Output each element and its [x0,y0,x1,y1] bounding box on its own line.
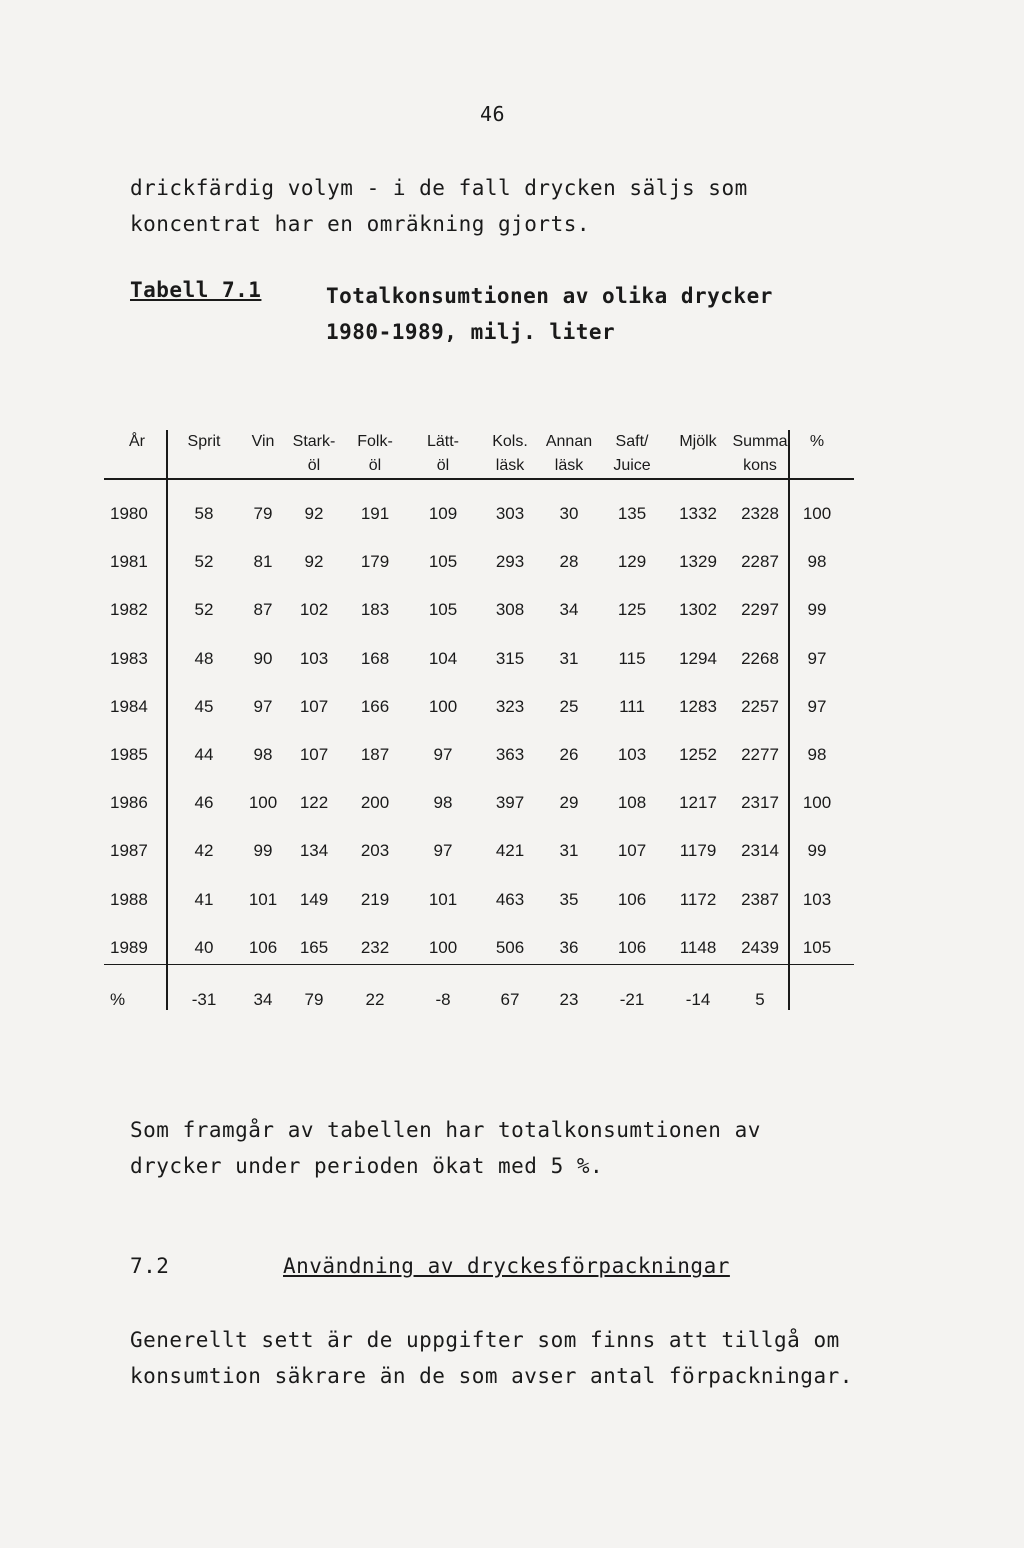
table-title-line-2: 1980-1989, milj. liter [326,320,616,344]
table-cell: 2387 [741,889,779,909]
table-cell: 31 [559,648,579,668]
table-cell: 125 [617,600,647,620]
table-cell: 115 [618,648,646,668]
column-header-line-1: Folk- [357,433,393,450]
column-header [286,430,342,478]
column-header-line-1: Kols. [492,433,528,450]
column-header [792,430,842,454]
table-cell: 100 [428,937,458,957]
year-cell: 1988 [110,889,148,909]
table-cell: 46 [194,793,214,813]
table-cell: 135 [617,504,647,523]
intro-line-2: koncentrat har en omräkning gjorts. [130,212,591,236]
table-cell: 34 [559,600,579,620]
table-cell: 100 [802,793,832,813]
column-header [542,430,596,478]
table-cell: 1283 [679,696,717,716]
table-cell: 100 [248,793,278,813]
year-cell: 1986 [110,793,148,813]
percent-cell: 22 [365,990,385,1009]
table-cell: 81 [253,552,273,572]
column-header-line-2: öl [368,457,382,474]
year-cell: 1981 [110,552,148,572]
table-cell: 183 [360,600,390,620]
column-header-line-1: Vin [251,433,275,450]
table-cell: 107 [299,696,329,716]
table-cell: 122 [299,793,329,813]
table-cell: 2268 [741,648,779,668]
table-label: Tabell 7.1 [130,278,262,302]
table-cell: 1179 [679,841,717,861]
summary-line-2: drycker under perioden ökat med 5 %. [130,1154,604,1178]
table-cell: 35 [559,889,579,909]
table-cell: 42 [194,841,214,861]
table-cell: 1294 [679,648,717,668]
table-cell: 98 [807,552,827,572]
table-cell: 149 [299,889,329,909]
table-cell: 52 [194,552,214,572]
table-cell: 106 [248,937,278,957]
percent-cell: 79 [304,990,324,1009]
table-cell: 105 [802,937,832,957]
table-cell: 323 [495,696,525,716]
table-cell: 103 [802,889,832,909]
table-cell: 102 [299,600,329,620]
table-cell: 99 [253,841,273,861]
percent-cell: 23 [559,990,579,1009]
table-cell: 293 [495,552,525,572]
column-header-line-1: År [129,433,145,450]
table-cell: 100 [802,504,832,523]
final-paragraph: Generellt sett är de uppgifter som finns att tillgå om konsumtion säkrare än de som avser antal förpackningar. [130,1328,853,1388]
table-cell: 187 [360,745,390,764]
percent-column-rule [788,430,790,1010]
table-cell: 103 [299,648,329,668]
table-cell: 232 [360,937,390,957]
table-cell: 99 [807,841,827,861]
table-cell: 2277 [741,745,779,764]
table-cell: 2439 [741,937,779,957]
table-cell: 111 [619,696,645,716]
table-cell: 200 [360,793,390,813]
table-cell: 421 [495,841,525,861]
table-cell: 1217 [679,793,717,813]
table-cell: 26 [559,745,579,764]
consumption-table [110,430,840,1010]
percent-cell: -14 [685,990,711,1009]
percent-cell: 67 [500,990,520,1009]
table-cell: 97 [253,696,273,716]
percent-label: % [110,990,126,1009]
table-cell: 108 [617,793,647,813]
table-cell: 168 [360,648,390,668]
table-cell: 129 [617,552,647,572]
table-cell: 105 [428,552,458,572]
table-cell: 1332 [679,504,717,523]
table-cell: 134 [299,841,329,861]
table-cell: 52 [194,600,214,620]
column-header-line-1: % [809,433,825,450]
column-header-line-1: Stark- [292,433,336,450]
column-header-line-2: öl [436,457,450,474]
column-header [345,430,405,478]
column-header-line-1: Summa [732,433,788,450]
column-header [480,430,540,478]
column-header [110,430,164,454]
column-header [410,430,476,478]
column-header [174,430,234,454]
intro-line-1: drickfärdig volym - i de fall drycken säljs som [130,176,748,200]
column-header [670,430,726,454]
table-cell: 31 [559,841,579,861]
table-cell: 106 [617,937,647,957]
table-cell: 363 [495,745,525,764]
total-rule [104,964,854,966]
column-header [730,430,790,478]
column-header-line-1: Lätt- [426,433,459,450]
page-number: 46 [480,102,506,126]
table-cell: 58 [194,504,214,523]
table-cell: 107 [617,841,647,861]
percent-cell: -31 [191,990,217,1009]
table-cell: 2257 [741,696,779,716]
table-cell: 2287 [741,552,779,572]
table-cell: 79 [253,504,273,523]
table-cell: 1252 [679,745,717,764]
percent-cell: -8 [435,990,451,1009]
table-cell: 97 [807,648,827,668]
table-cell: 41 [194,889,214,909]
column-header-line-1: Mjölk [679,433,717,450]
table-cell: 45 [194,696,214,716]
year-cell: 1984 [110,696,148,716]
table-cell: 303 [495,504,525,523]
percent-cell: 34 [253,990,273,1009]
table-cell: 98 [433,793,453,813]
table-cell: 103 [617,745,647,764]
year-cell: 1987 [110,841,148,861]
table-cell: 165 [299,937,329,957]
table-cell: 97 [433,841,453,861]
table-title-line-1: Totalkonsumtionen av olika drycker [326,284,773,308]
year-cell: 1985 [110,745,148,764]
table-cell: 179 [360,552,390,572]
table-cell: 506 [495,937,525,957]
table-cell: 2297 [741,600,779,620]
summary-paragraph [130,1112,761,1184]
table-cell: 48 [194,648,214,668]
table-cell: 92 [304,552,324,572]
table-cell: 97 [807,696,827,716]
table-cell: 90 [253,648,273,668]
intro-paragraph [130,170,748,242]
table-cell: 36 [559,937,579,957]
table-cell: 191 [360,504,390,523]
table-cell: 397 [495,793,525,813]
table-cell: 107 [299,745,329,764]
table-cell: 1148 [679,937,717,957]
summary-line-1: Som framgår av tabellen har totalkonsumtionen av [130,1118,761,1142]
table-cell: 28 [559,552,579,572]
table-cell: 92 [304,504,324,523]
table-cell: 1329 [679,552,717,572]
year-column-rule [166,430,168,1010]
table-cell: 463 [495,889,525,909]
year-cell: 1983 [110,648,148,668]
table-cell: 104 [428,648,458,668]
table-cell: 97 [433,745,453,764]
table-cell: 98 [253,745,273,764]
table-cell: 100 [428,696,458,716]
table-cell: 105 [428,600,458,620]
table-cell: 25 [559,696,579,716]
percent-cell: 5 [755,990,765,1009]
column-header-line-2: öl [307,457,321,474]
year-cell: 1980 [110,504,148,523]
table-cell: 166 [360,696,390,716]
table-cell: 2317 [741,793,779,813]
year-cell: 1982 [110,600,148,620]
table-cell: 30 [559,504,579,523]
table-cell: 219 [360,889,390,909]
table-cell: 40 [194,937,214,957]
table-cell: 98 [807,745,827,764]
column-header-line-2: Juice [613,457,651,474]
table-cell: 101 [248,889,278,909]
table-cell: 109 [428,504,458,523]
table-cell: 99 [807,600,827,620]
section-title: Användning av dryckesförpackningar [283,1254,730,1278]
table-title [326,278,773,350]
table-cell: 2314 [741,841,779,861]
table-cell: 29 [559,793,579,813]
table-cell: 1302 [679,600,717,620]
column-header-line-2: läsk [554,457,584,474]
table-cell: 203 [360,841,390,861]
table-cell: 308 [495,600,525,620]
table-cell: 315 [495,648,525,668]
section-number: 7.2 [130,1254,170,1278]
table-cell: 44 [194,745,214,764]
table-cell: 87 [253,600,273,620]
table-cell: 1172 [679,889,717,909]
column-header-line-1: Annan [545,433,593,450]
percent-cell: -21 [619,990,645,1009]
column-header-line-1: Saft/ [615,433,649,450]
header-rule [104,478,854,480]
table-cell: 101 [428,889,458,909]
column-header-line-2: kons [743,457,777,474]
column-header-line-1: Sprit [187,433,221,450]
year-cell: 1989 [110,937,148,957]
column-header-line-2: läsk [495,457,525,474]
column-header [240,430,286,454]
table-cell: 106 [617,889,647,909]
table-cell: 2328 [741,504,779,523]
column-header [598,430,666,478]
